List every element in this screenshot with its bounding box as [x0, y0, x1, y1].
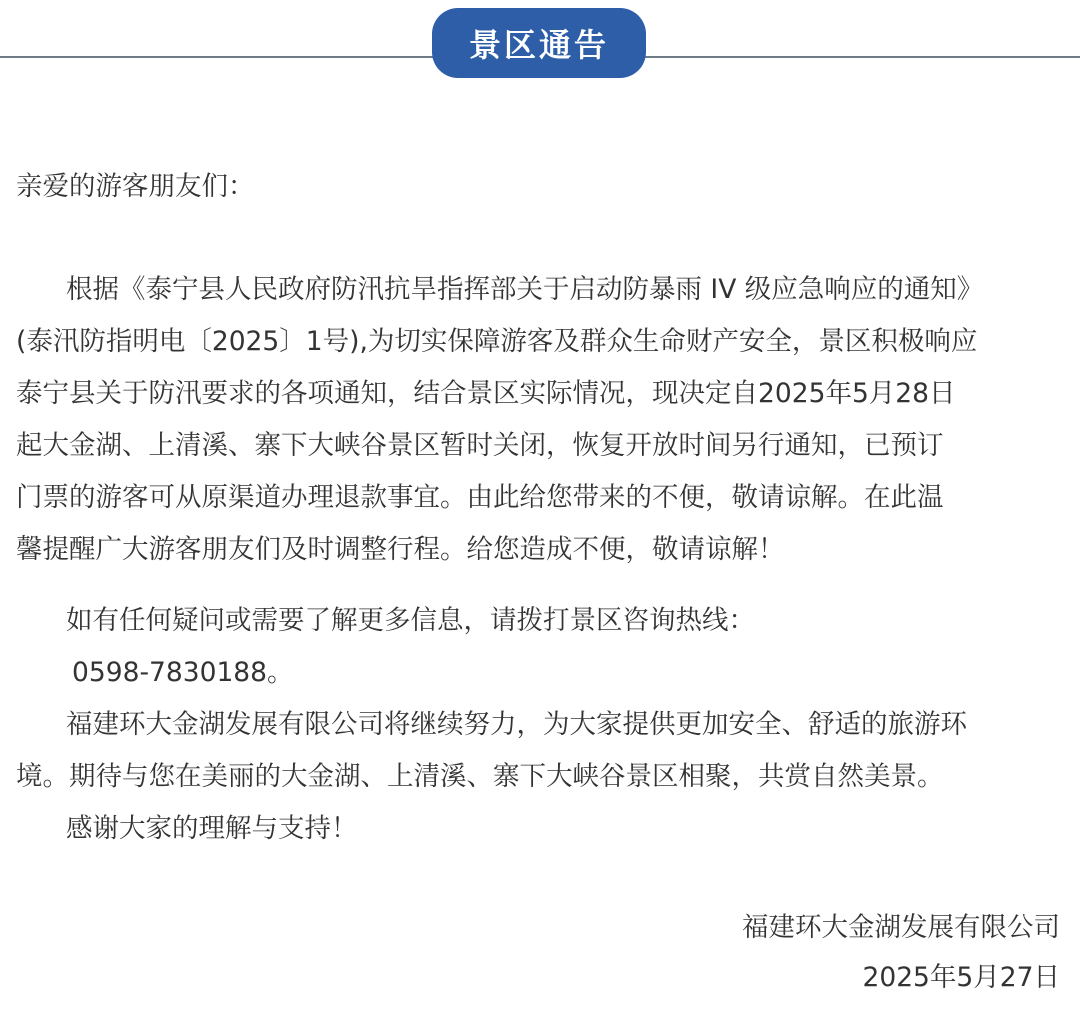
- signature-date: 2025年5月27日: [862, 962, 1060, 993]
- salutation: 亲爱的游客朋友们：: [16, 171, 255, 202]
- closing-line: 境。期待与您在美丽的大金湖、上清溪、寨下大峡谷景区相聚，共赏自然美景。: [16, 761, 944, 792]
- closing-line: 福建环大金湖发展有限公司将继续努力，为大家提供更加安全、舒适的旅游环: [66, 709, 967, 740]
- contact-line: 如有任何疑问或需要了解更多信息，请拨打景区咨询热线：: [66, 605, 755, 636]
- notice-title: 景区通告: [468, 26, 609, 64]
- thanks-line: 感谢大家的理解与支持！: [66, 813, 358, 844]
- notice-title-badge: [432, 8, 646, 78]
- signature-company: 福建环大金湖发展有限公司: [742, 912, 1060, 943]
- paragraph-line: 馨提醒广大游客朋友们及时调整行程。给您造成不便，敬请谅解！: [16, 534, 785, 565]
- paragraph-line: 门票的游客可从原渠道办理退款事宜。由此给您带来的不便，敬请谅解。在此温: [16, 482, 944, 513]
- paragraph-line: 根据《泰宁县人民政府防汛抗旱指挥部关于启动防暴雨 IV 级应急响应的通知》: [66, 274, 984, 305]
- paragraph-line: (泰汛防指明电〔2025〕1号),为切实保障游客及群众生命财产安全，景区积极响应: [16, 326, 978, 357]
- hotline-number: 0598-7830188。: [72, 657, 294, 688]
- paragraph-line: 泰宁县关于防汛要求的各项通知，结合景区实际情况，现决定自2025年5月28日: [16, 378, 956, 409]
- paragraph-line: 起大金湖、上清溪、寨下大峡谷景区暂时关闭，恢复开放时间另行通知，已预订: [16, 430, 944, 461]
